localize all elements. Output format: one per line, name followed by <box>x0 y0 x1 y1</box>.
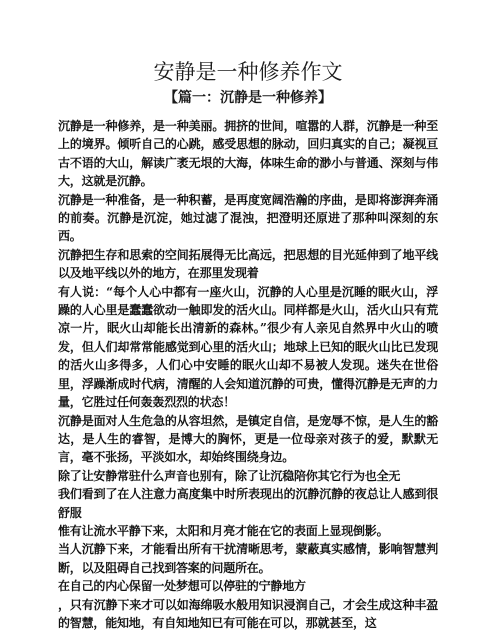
paragraph: 惟有让流水平静下来，太阳和月亮才能在它的表面上显现倒影。 <box>58 523 389 538</box>
paragraph: ，只有沉静下来才可以如海绵吸水般用知识浸润自己，才会生成这种丰盈的智慧，能知地，有自知地知已有可能在可以，那就甚至，这 <box>58 597 438 630</box>
paragraph: 我们看到了在人注意力高度集中时所表现出的沉静沉静的夜总让人感到很舒服 <box>58 487 438 520</box>
paragraph: 除了让安静常驻什么声音也别有，除了让沉稳陪你其它行为也全无 <box>58 468 401 483</box>
article-body <box>58 117 438 632</box>
section-heading: 【篇一：沉静是一种修养】 <box>164 90 332 106</box>
paragraph: 有人说：“每个人心中都有一座火山，沉静的人心里是沉睡的眠火山，浮躁的人心里是蠢蠢欲动一触即发的活火山。同样都是火山，活火山只有荒凉一片，眠火山却能长出清新的森林。”很少有人亲见自然界中火山的喷发，但人们却常常能感觉到心里的活火山；地球上已知的眠火山比已发现的活火山多得多，人们心中安睡的眠火山却不易被人发现。迷失在世俗里，浮躁渐成时代病，清醒的人会知道沉静的可贵，懂得沉静是无声的力量，它胜过任何轰轰烈烈的状态！ <box>58 284 438 410</box>
paragraph: 当人沉静下来，才能看出所有干扰清晰思考，蒙蔽真实感情，影响智慧判断，以及阻碍自己找到答案的问题所在。 <box>58 542 438 575</box>
paragraph: 沉静把生存和思索的空间拓展得无比高远，把思想的目光延伸到了地平线以及地平线以外的地方，在那里发现着 <box>58 247 438 281</box>
page-title: 安静是一种修养作文 <box>153 60 343 84</box>
paragraph: 沉静是面对人生危急的从容坦然，是镇定自信，是宠辱不惊，是人生的豁达，是人生的睿智，是博大的胸怀，更是一位母亲对孩子的爱，默默无言，毫不张扬，平淡如水，却始终围绕身边。 <box>58 413 438 465</box>
paragraph: 在自己的内心保留一处梦想可以停驻的宁静地方 <box>58 579 306 594</box>
paragraph: 沉静是一种修养，是一种美丽。拥挤的世间，喧嚣的人群，沉静是一种至上的境界。倾听自己的心跳，感受思想的脉动，回归真实的自己；凝视亘古不语的大山，解读广袤无垠的大海，体味生命的渺小与普通、深刻与伟大，这就是沉静。 <box>58 119 438 189</box>
paragraph: 沉静是一种准备，是一种积蓄，是再度宽阔浩瀚的序曲，是即将澎湃奔涌的前奏。沉静是沉淀，她过滤了混浊，把澄明还原进了那种叫深刻的东西。 <box>58 192 438 244</box>
